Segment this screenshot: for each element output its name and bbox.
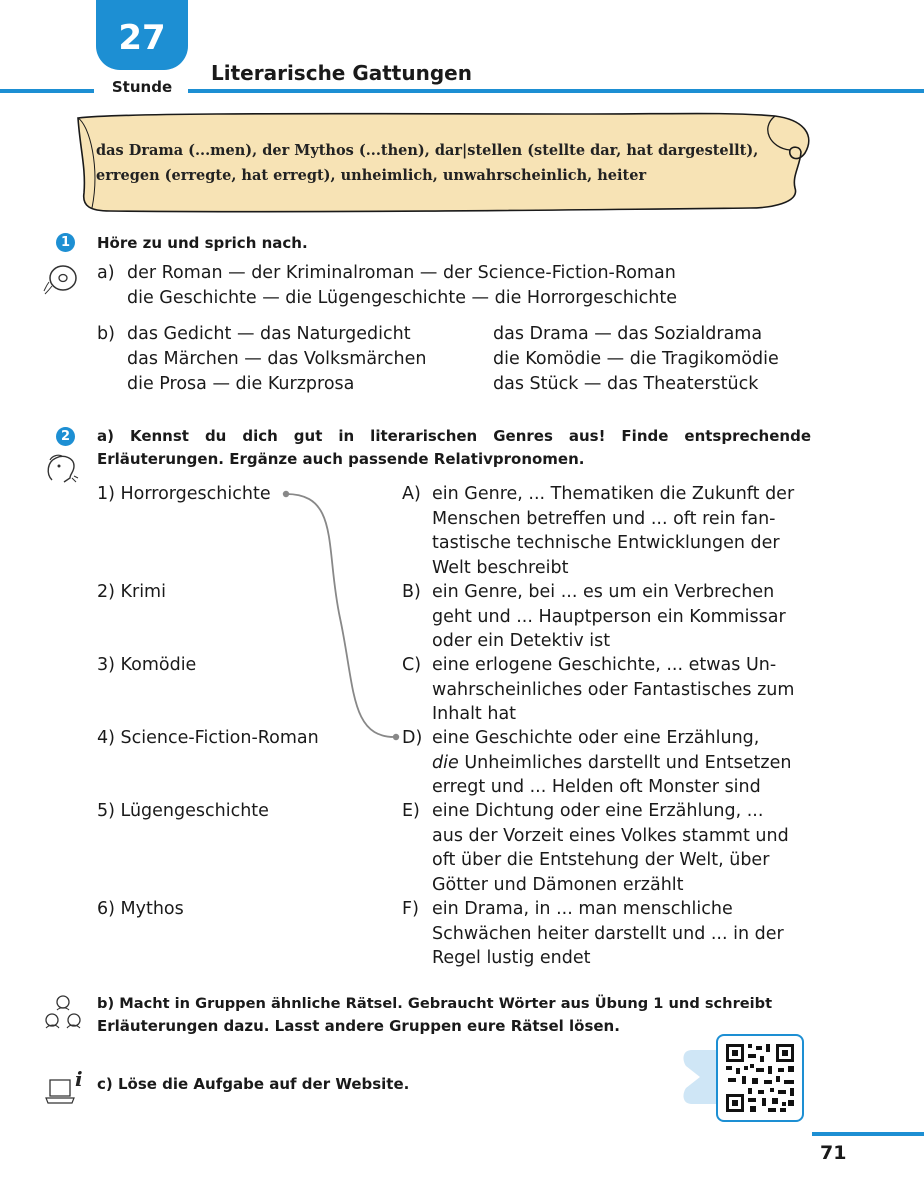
definition-line: eine erlogene Geschichte, ... etwas Un- bbox=[432, 655, 777, 675]
definition-d bbox=[402, 726, 822, 800]
word-line: der Roman — der Kriminalroman — der Science-Fiction-Roman bbox=[127, 263, 676, 283]
definition-line: ein Drama, in ... man menschliche bbox=[432, 899, 733, 919]
definition-line: oder ein Detektiv ist bbox=[432, 631, 611, 651]
vocabulary-line: erregen (erregte, hat erregt), unheimlich, unwahrscheinlich, heiter bbox=[96, 167, 647, 184]
definition-line: oft über die Entstehung der Welt, über bbox=[432, 850, 770, 870]
group-work-icon bbox=[42, 992, 84, 1032]
thinking-head-icon bbox=[44, 452, 80, 486]
page-number: 71 bbox=[820, 1142, 847, 1164]
part-marker: a) bbox=[97, 263, 115, 283]
definition-line: Inhalt hat bbox=[432, 704, 517, 724]
lesson-label: Stunde bbox=[111, 78, 173, 96]
definition-line: ein Genre, bei ... es um ein Verbrechen bbox=[432, 582, 775, 602]
definition-line: Regel lustig endet bbox=[432, 948, 591, 968]
definition-line: eine Dichtung oder eine Erzählung, ... bbox=[432, 801, 764, 821]
exercise-instruction-c: c) Löse die Aufgabe auf der Website. bbox=[97, 1075, 410, 1093]
definition-line: eine Geschichte oder eine Erzählung, bbox=[432, 728, 760, 748]
definition-a bbox=[402, 482, 822, 580]
exercise1-part-b-left bbox=[97, 322, 487, 397]
term-item: 6) Mythos bbox=[97, 899, 184, 919]
term-item: 3) Komödie bbox=[97, 655, 197, 675]
lesson-number: 27 bbox=[118, 18, 166, 58]
definition-line: aus der Vorzeit eines Volkes stammt und bbox=[432, 825, 789, 846]
definition-line: geht und ... Hauptperson ein Kommissar bbox=[432, 606, 786, 627]
instruction-line: Erläuterungen dazu. Lasst andere Gruppen eure Rätsel lösen. bbox=[97, 1017, 620, 1035]
svg-text:i: i bbox=[75, 1068, 83, 1091]
word-pair: das Stück — das Theaterstück bbox=[493, 374, 759, 394]
definition-line: Welt beschreibt bbox=[432, 557, 569, 578]
term-item: 4) Science-Fiction-Roman bbox=[97, 728, 319, 748]
definition-line: wahrscheinliches oder Fantastisches zum bbox=[432, 679, 795, 700]
instruction-line: a) Kennst du dich gut in literarischen Genres aus! Finde entsprechende bbox=[97, 427, 811, 445]
word-pair: das Drama — das Sozialdrama bbox=[493, 324, 763, 344]
vocabulary-line: das Drama (...men), der Mythos (...then), dar|stellen (stellte dar, hat dargestellt), bbox=[96, 142, 759, 159]
laptop-info-icon bbox=[44, 1068, 88, 1108]
definition-letter: F) bbox=[402, 899, 419, 919]
definition-line: ein Genre, ... Thematiken die Zukunft der bbox=[432, 484, 795, 504]
word-pair: die Prosa — die Kurzprosa bbox=[127, 374, 355, 394]
definition-letter: D) bbox=[402, 728, 423, 748]
term-item: 2) Krimi bbox=[97, 582, 166, 602]
instruction-line: b) Macht in Gruppen ähnliche Rätsel. Gebraucht Wörter aus Übung 1 und schreibt bbox=[97, 995, 773, 1012]
cd-audio-icon bbox=[43, 262, 79, 296]
part-marker: b) bbox=[97, 324, 115, 344]
definition-line: Menschen betreffen und ... oft rein fan- bbox=[432, 508, 776, 529]
header-rule-left bbox=[0, 89, 94, 93]
word-line: die Geschichte — die Lügengeschichte — die Horrorgeschichte bbox=[127, 288, 677, 308]
definition-letter: C) bbox=[402, 655, 422, 675]
exercise-instruction: Höre zu und sprich nach. bbox=[97, 234, 308, 252]
definition-line: erregt und ... Helden oft Monster sind bbox=[432, 777, 761, 797]
term-item: 5) Lügengeschichte bbox=[97, 801, 269, 821]
definition-e bbox=[402, 799, 822, 897]
vocabulary-list bbox=[96, 138, 796, 188]
exercise-number-badge: 2 bbox=[56, 427, 75, 446]
definition-letter: E) bbox=[402, 801, 420, 821]
qr-code-icon[interactable] bbox=[718, 1036, 802, 1120]
word-pair: das Gedicht — das Naturgedicht bbox=[127, 324, 411, 344]
word-pair: das Märchen — das Volksmärchen bbox=[127, 349, 427, 369]
exercise-instruction bbox=[97, 425, 811, 471]
exercise-instruction-b bbox=[97, 992, 817, 1038]
instruction-line: Erläuterungen. Ergänze auch passende Relativpronomen. bbox=[97, 450, 585, 468]
page-title: Literarische Gattungen bbox=[211, 61, 472, 85]
definition-f bbox=[402, 897, 822, 971]
exercise1-part-a bbox=[97, 261, 817, 311]
word-pair: die Komödie — die Tragikomödie bbox=[493, 349, 779, 369]
header-rule-right bbox=[188, 89, 924, 93]
definition-b bbox=[402, 580, 822, 654]
footer-rule bbox=[812, 1132, 924, 1136]
definition-letter: B) bbox=[402, 582, 421, 602]
definition-letter: A) bbox=[402, 484, 421, 504]
definition-line: tastische technische Entwicklungen der bbox=[432, 533, 780, 553]
term-item: 1) Horrorgeschichte bbox=[97, 484, 271, 504]
definition-line: Schwächen heiter darstellt und ... in der bbox=[432, 923, 784, 944]
definition-c bbox=[402, 653, 822, 727]
exercise1-part-b-right bbox=[493, 322, 853, 397]
exercise-number-badge: 1 bbox=[56, 233, 75, 252]
qr-code-frame[interactable] bbox=[716, 1034, 804, 1122]
example-connector-line bbox=[280, 488, 405, 744]
definition-line: Götter und Dämonen erzählt bbox=[432, 874, 684, 895]
definition-line: Unheimliches darstellt und Entsetzen bbox=[458, 752, 792, 773]
example-relative-pronoun: die bbox=[432, 752, 459, 773]
